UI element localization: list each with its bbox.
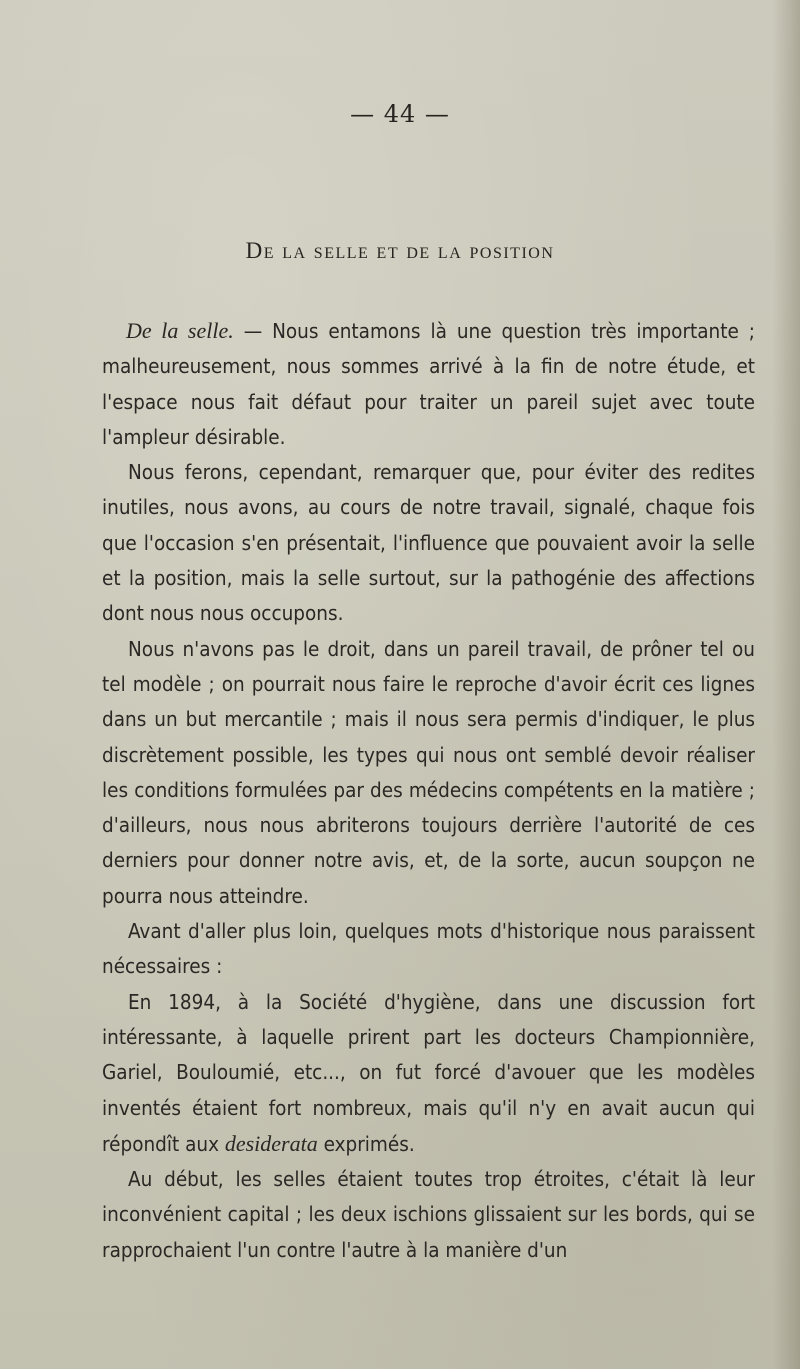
paragraph: Nous n'avons pas le droit, dans un pareil travail, de prôner tel ou tel modèle ; on pourrait nous faire le reproche d'avoir écrit ces lignes dans un but mercantile ; mais il nous sera permis d'indiquer, le plus discrètement possible, les types qui nous ont semblé devoir réaliser les conditions formulées par des médecins compétents en la matière ; d'ailleurs, nous nous abriterons toujours derrière l'autorité de ces derniers pour donner notre avis, et, de la sorte, aucun soupçon ne pourra nous atteindre.	[102, 636, 755, 908]
paragraph: Nous ferons, cependant, remarquer que, pour éviter des redites inutiles, nous avons, au cours de notre travail, signalé, chaque fois que l'occasion s'en présentait, l'influence que pouvaient avoir la selle et la position, mais la selle surtout, sur la pathogénie des affections dont nous nous occupons.	[102, 460, 755, 626]
page-edge-shadow	[772, 0, 800, 1369]
paragraph: Au début, les selles étaient toutes trop étroites, c'était là leur inconvénient capital ; les deux ischions glissaient sur les bords, qui se rapprochaient l'un contre l'autre à la manière d'un	[102, 1167, 755, 1262]
paragraph-text: En 1894, à la Société d'hygiène, dans une discussion fort intéressante, à laquelle prirent part les docteurs Championnière, Gariel, Bouloumié, etc..., on fut forcé d'avouer que les modèles inventés étaient fort nombreux, mais qu'il n'y en avait aucun qui répondît aux	[102, 989, 755, 1156]
paragraph-text: — Nous entamons là une question très importante ; malheureusement, nous sommes arrivé à la fin de notre étude, et l'espace nous fait défaut pour traiter un pareil sujet avec toute l'ampleur désirable.	[102, 319, 755, 449]
paragraph: Avant d'aller plus loin, quelques mots d'historique nous paraissent nécessaires :	[102, 919, 755, 979]
paragraph	[102, 985, 755, 1162]
body-text	[102, 313, 755, 1268]
paragraph-text: exprimés.	[317, 1131, 415, 1156]
italic-term: desiderata	[224, 1130, 318, 1156]
page-number: — 44 —	[350, 100, 450, 128]
paragraph	[102, 313, 755, 455]
section-title: De la selle et de la position	[245, 238, 555, 263]
paragraph-lead: De la selle.	[126, 318, 234, 343]
